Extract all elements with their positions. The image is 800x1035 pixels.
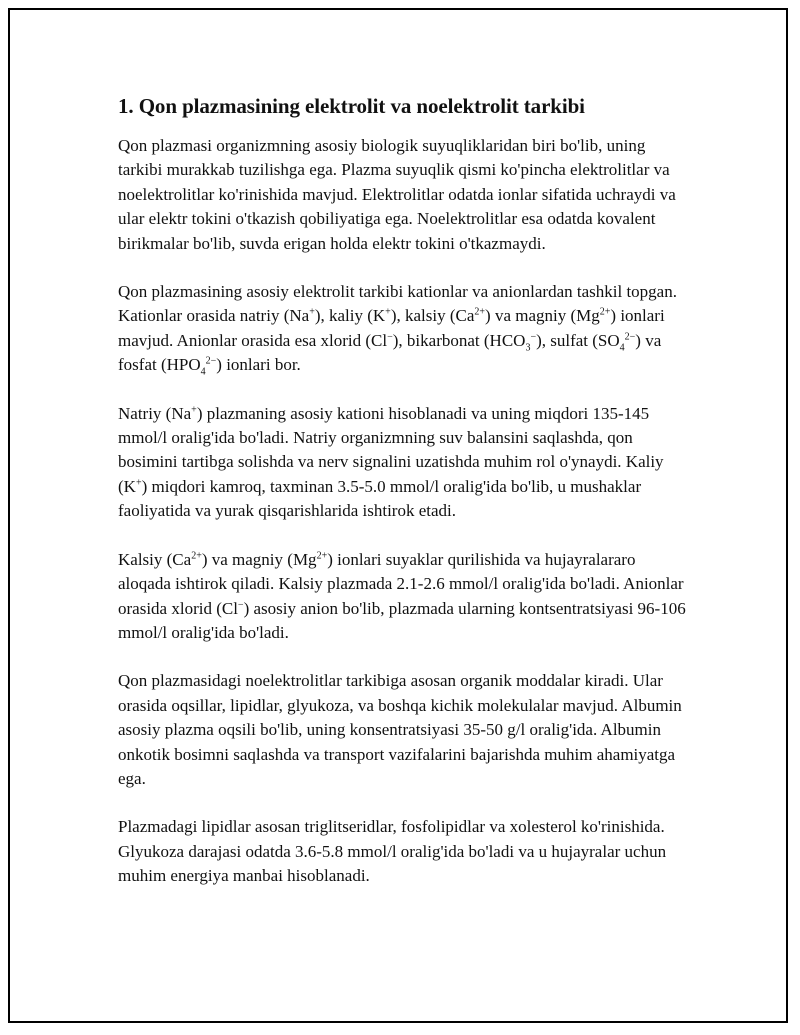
superscript: 2+	[316, 550, 328, 562]
subscript: 3	[525, 342, 531, 354]
paragraph	[118, 134, 688, 256]
paragraph	[118, 280, 688, 378]
text-run: ), kalsiy (Ca	[390, 306, 475, 326]
text-run: ), kaliy (K	[314, 306, 386, 326]
superscript: 2+	[474, 306, 486, 318]
text-run: ) plazmaning asosiy kationi hisoblanadi va uning miqdori 135-145 mmol/l oralig'ida bo'ladi. Natriy organizmning suv balansini saqlashda, qon bosimini tartibga solishda va nerv signalini uzatishda muhim rol o'ynaydi. Kaliy (K	[118, 403, 664, 496]
paragraph	[118, 402, 688, 524]
subscript: 4	[200, 366, 206, 378]
text-run: ) va magniy (Mg	[201, 549, 317, 569]
superscript: 2−	[205, 355, 217, 367]
superscript: +	[309, 306, 315, 318]
document-body	[118, 92, 688, 913]
superscript: −	[530, 331, 537, 343]
superscript: 2+	[599, 306, 611, 318]
text-run: Qon plazmasidagi noelektrolitlar tarkibiga asosan organik moddalar kiradi. Ular orasida oqsillar, lipidlar, glyukoza, va boshqa kichik molekulalar mavjud. Albumin asosiy plazma oqsili bo'lib, uning konsentratsiyasi 35-50 g/l oralig'ida. Albumin onkotik bosimni saqlashda va transport vazifalarini bajarishda muhim ahamiyatga ega.	[118, 671, 682, 788]
text-run: Qon plazmasi organizmning asosiy biologik suyuqliklaridan biri bo'lib, uning tarkibi murakkab tuzilishga ega. Plazma suyuqlik qismi ko'pincha elektrolitlar va noelektrolitlar ko'rinishida mavjud. Elektrolitlar odatda ionlar sifatida uchraydi va ular elektr tokini o'tkazish qobiliyatiga ega. Noelektrolitlar esa odatda kovalent birikmalar bo'lib, suvda erigan holda elektr tokini o'tkazmaydi.	[118, 136, 676, 253]
text-run: Kalsiy (Ca	[118, 549, 192, 569]
paragraph	[118, 815, 688, 888]
text-run: ) ionlari bor.	[216, 355, 301, 375]
text-run: ) asosiy anion bo'lib, plazmada ularning kontsentratsiyasi 96-106 mmol/l oralig'ida bo'ladi.	[118, 598, 686, 642]
text-run: ), sulfat (SO	[536, 330, 620, 350]
subscript: 4	[619, 342, 625, 354]
superscript: 2+	[191, 550, 202, 562]
text-run: ), bikarbonat (HCO	[392, 330, 526, 350]
superscript: 2−	[624, 331, 636, 343]
superscript: +	[191, 404, 197, 415]
paragraph-list	[118, 134, 688, 889]
superscript: +	[385, 306, 391, 318]
text-run: ) va magniy (Mg	[485, 306, 600, 326]
superscript: −	[237, 598, 244, 610]
text-run: ) ionlari suyaklar qurilishida va hujayralararo aloqada ishtirok qiladi. Kalsiy plazmada 2.1-2.6 mmol/l oralig'ida bo'ladi. Anionlar orasida xlorid (Cl	[118, 549, 684, 618]
text-run: Plazmadagi lipidlar asosan triglitseridlar, fosfolipidlar va xolesterol ko'rinishida. Glyukoza darajasi odatda 3.6-5.8 mmol/l oralig'ida bo'ladi va u hujayralar uchun muhim energiya manbai hisoblanadi.	[118, 817, 667, 886]
text-run: Natriy (Na	[118, 403, 192, 423]
text-run: ) ionlari mavjud. Anionlar orasida esa xlorid (Cl	[118, 306, 665, 350]
text-run: ) va fosfat (HPO	[118, 330, 662, 375]
superscript: −	[387, 331, 393, 343]
superscript: +	[135, 477, 142, 489]
text-run: Qon plazmasining asosiy elektrolit tarkibi kationlar va anionlardan tashkil topgan. Kationlar orasida natriy (Na	[118, 282, 677, 326]
text-run: ) miqdori kamroq, taxminan 3.5-5.0 mmol/l oralig'ida bo'lib, u mushaklar faoliyatida va yurak qisqarishlarida ishtirok etadi.	[118, 476, 642, 521]
paragraph	[118, 669, 688, 791]
paragraph	[118, 548, 688, 646]
section-heading: 1. Qon plazmasining elektrolit va noelektrolit tarkibi	[118, 94, 585, 118]
